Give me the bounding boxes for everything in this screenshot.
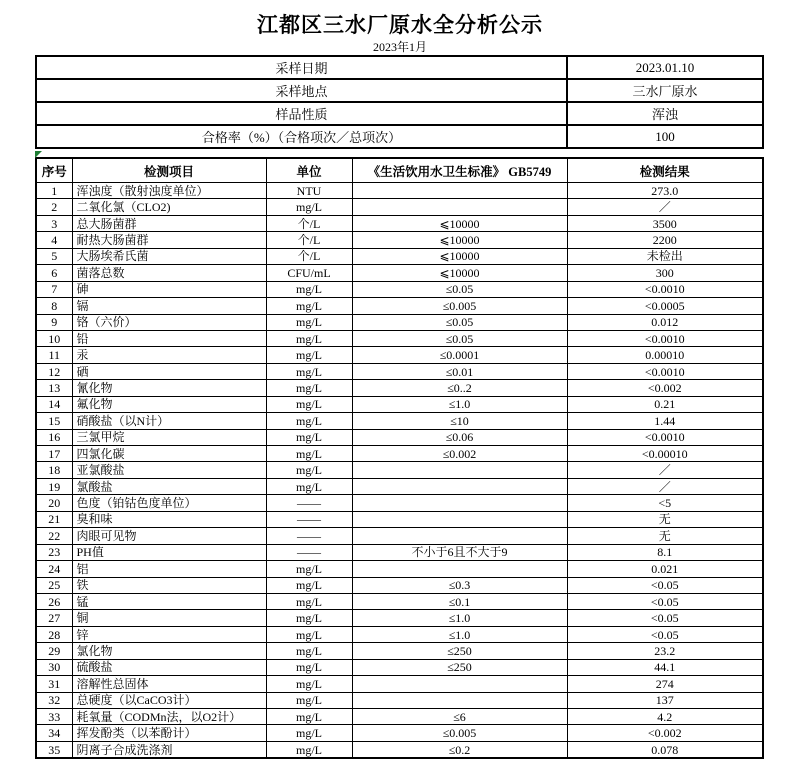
- table-row: [36, 199, 763, 215]
- result-value: 0.078: [567, 741, 763, 758]
- row-index: 33: [36, 709, 72, 725]
- unit: mg/L: [266, 478, 352, 494]
- item-name: 锌: [72, 626, 266, 642]
- unit: mg/L: [266, 709, 352, 725]
- standard-limit: [352, 692, 567, 708]
- item-name: 氟化物: [72, 396, 266, 412]
- standard-limit: ≤250: [352, 659, 567, 675]
- item-name: 汞: [72, 347, 266, 363]
- table-row: [36, 544, 763, 560]
- row-index: 31: [36, 676, 72, 692]
- table-row: [36, 380, 763, 396]
- standard-limit: ≤0..2: [352, 380, 567, 396]
- standard-limit: ≤0.05: [352, 314, 567, 330]
- row-index: 3: [36, 215, 72, 231]
- table-row: [36, 281, 763, 297]
- result-value: <0.0010: [567, 281, 763, 297]
- row-index: 35: [36, 741, 72, 758]
- result-value: 无: [567, 511, 763, 527]
- result-value: ／: [567, 462, 763, 478]
- unit: ——: [266, 528, 352, 544]
- unit: ——: [266, 495, 352, 511]
- row-index: 20: [36, 495, 72, 511]
- table-row: [36, 314, 763, 330]
- unit: mg/L: [266, 363, 352, 379]
- unit: CFU/mL: [266, 265, 352, 281]
- result-value: 8.1: [567, 544, 763, 560]
- result-value: ／: [567, 199, 763, 215]
- result-value: 273.0: [567, 183, 763, 199]
- item-name: 挥发酚类（以苯酚计）: [72, 725, 266, 741]
- standard-limit: ⩽10000: [352, 215, 567, 231]
- table-row: [36, 429, 763, 445]
- row-index: 17: [36, 446, 72, 462]
- standard-limit: ≤0.1: [352, 593, 567, 609]
- item-name: PH值: [72, 544, 266, 560]
- item-name: 四氯化碳: [72, 446, 266, 462]
- unit: mg/L: [266, 396, 352, 412]
- info-row: [36, 125, 763, 148]
- info-value: 浑浊: [567, 102, 763, 125]
- result-value: 44.1: [567, 659, 763, 675]
- unit: mg/L: [266, 659, 352, 675]
- table-row: [36, 511, 763, 527]
- standard-limit: ≤0.06: [352, 429, 567, 445]
- unit: mg/L: [266, 676, 352, 692]
- result-value: <0.002: [567, 380, 763, 396]
- standard-limit: ≤0.3: [352, 577, 567, 593]
- item-name: 砷: [72, 281, 266, 297]
- table-row: [36, 330, 763, 346]
- result-value: <0.05: [567, 593, 763, 609]
- cell-error-triangle-icon: [35, 151, 42, 158]
- unit: mg/L: [266, 725, 352, 741]
- report-month: 2023年1月: [372, 40, 427, 54]
- result-value: <0.0010: [567, 330, 763, 346]
- unit: mg/L: [266, 577, 352, 593]
- standard-limit: [352, 462, 567, 478]
- info-label: 样品性质: [36, 102, 567, 125]
- col-header-item: 检测项目: [72, 158, 266, 183]
- item-name: 氰化物: [72, 380, 266, 396]
- item-name: 大肠埃希氏菌: [72, 248, 266, 264]
- info-value: 三水厂原水: [567, 79, 763, 102]
- info-value: 2023.01.10: [567, 56, 763, 79]
- table-row: [36, 593, 763, 609]
- row-index: 10: [36, 330, 72, 346]
- item-name: 硫酸盐: [72, 659, 266, 675]
- item-name: 溶解性总固体: [72, 676, 266, 692]
- result-value: ／: [567, 478, 763, 494]
- item-name: 铬（六价）: [72, 314, 266, 330]
- row-index: 15: [36, 413, 72, 429]
- row-index: 26: [36, 593, 72, 609]
- row-index: 24: [36, 561, 72, 577]
- table-row: [36, 676, 763, 692]
- info-value: 100: [567, 125, 763, 148]
- analysis-results-table: [35, 157, 764, 759]
- info-label: 采样日期: [36, 56, 567, 79]
- unit: mg/L: [266, 561, 352, 577]
- unit: ——: [266, 544, 352, 560]
- item-name: 耐热大肠菌群: [72, 232, 266, 248]
- standard-limit: ≤1.0: [352, 626, 567, 642]
- standard-limit: [352, 495, 567, 511]
- row-index: 8: [36, 298, 72, 314]
- item-name: 臭和味: [72, 511, 266, 527]
- item-name: 肉眼可见物: [72, 528, 266, 544]
- standard-limit: ≤0.002: [352, 446, 567, 462]
- col-header-unit: 单位: [266, 158, 352, 183]
- item-name: 铝: [72, 561, 266, 577]
- result-value: 0.00010: [567, 347, 763, 363]
- unit: mg/L: [266, 429, 352, 445]
- result-value: 4.2: [567, 709, 763, 725]
- unit: mg/L: [266, 330, 352, 346]
- info-row: [36, 56, 763, 79]
- standard-limit: ≤1.0: [352, 610, 567, 626]
- standard-limit: [352, 478, 567, 494]
- standard-limit: [352, 528, 567, 544]
- standard-limit: ≤0.01: [352, 363, 567, 379]
- unit: 个/L: [266, 248, 352, 264]
- item-name: 三氯甲烷: [72, 429, 266, 445]
- unit: ——: [266, 511, 352, 527]
- unit: mg/L: [266, 593, 352, 609]
- result-value: <0.0010: [567, 429, 763, 445]
- row-index: 12: [36, 363, 72, 379]
- result-value: <0.05: [567, 577, 763, 593]
- item-name: 镉: [72, 298, 266, 314]
- item-name: 浑浊度（散射浊度单位）: [72, 183, 266, 199]
- table-row: [36, 610, 763, 626]
- table-row: [36, 462, 763, 478]
- row-index: 19: [36, 478, 72, 494]
- table-row: [36, 215, 763, 231]
- info-label: 采样地点: [36, 79, 567, 102]
- unit: mg/L: [266, 462, 352, 478]
- row-index: 5: [36, 248, 72, 264]
- standard-limit: ⩽10000: [352, 232, 567, 248]
- item-name: 硒: [72, 363, 266, 379]
- row-index: 27: [36, 610, 72, 626]
- row-index: 25: [36, 577, 72, 593]
- row-index: 1: [36, 183, 72, 199]
- table-row: [36, 643, 763, 659]
- table-row: [36, 709, 763, 725]
- table-row: [36, 692, 763, 708]
- result-value: <0.00010: [567, 446, 763, 462]
- item-name: 氯酸盐: [72, 478, 266, 494]
- info-label: 合格率（%）（合格项次／总项次）: [36, 125, 567, 148]
- standard-limit: [352, 183, 567, 199]
- table-row: [36, 265, 763, 281]
- row-index: 18: [36, 462, 72, 478]
- result-value: <0.0005: [567, 298, 763, 314]
- result-value: 300: [567, 265, 763, 281]
- col-header-standard: 《生活饮用水卫生标准》 GB5749: [352, 158, 567, 183]
- row-index: 14: [36, 396, 72, 412]
- row-index: 32: [36, 692, 72, 708]
- standard-limit: ≤0.0001: [352, 347, 567, 363]
- standard-limit: ⩽10000: [352, 265, 567, 281]
- standard-limit: 不小于6且不大于9: [352, 544, 567, 560]
- info-row: [36, 79, 763, 102]
- standard-limit: [352, 676, 567, 692]
- row-index: 7: [36, 281, 72, 297]
- unit: mg/L: [266, 347, 352, 363]
- table-row: [36, 725, 763, 741]
- row-index: 29: [36, 643, 72, 659]
- result-value: 2200: [567, 232, 763, 248]
- result-value: 1.44: [567, 413, 763, 429]
- table-header-row: [36, 158, 763, 183]
- item-name: 锰: [72, 593, 266, 609]
- row-index: 23: [36, 544, 72, 560]
- item-name: 铁: [72, 577, 266, 593]
- row-index: 9: [36, 314, 72, 330]
- unit: mg/L: [266, 380, 352, 396]
- row-index: 30: [36, 659, 72, 675]
- row-index: 13: [36, 380, 72, 396]
- standard-limit: ≤6: [352, 709, 567, 725]
- standard-limit: [352, 511, 567, 527]
- row-index: 34: [36, 725, 72, 741]
- result-value: <5: [567, 495, 763, 511]
- standard-limit: [352, 199, 567, 215]
- result-value: <0.05: [567, 626, 763, 642]
- result-value: 0.21: [567, 396, 763, 412]
- item-name: 铅: [72, 330, 266, 346]
- table-row: [36, 659, 763, 675]
- item-name: 氯化物: [72, 643, 266, 659]
- result-value: <0.0010: [567, 363, 763, 379]
- standard-limit: ≤0.005: [352, 298, 567, 314]
- item-name: 硝酸盐（以N计）: [72, 413, 266, 429]
- result-value: 137: [567, 692, 763, 708]
- unit: mg/L: [266, 413, 352, 429]
- unit: mg/L: [266, 626, 352, 642]
- row-index: 6: [36, 265, 72, 281]
- item-name: 二氧化氯（CLO2): [72, 199, 266, 215]
- result-value: 3500: [567, 215, 763, 231]
- table-row: [36, 232, 763, 248]
- unit: mg/L: [266, 314, 352, 330]
- item-name: 耗氧量（CODMn法，以O2计）: [72, 709, 266, 725]
- result-value: 23.2: [567, 643, 763, 659]
- standard-limit: [352, 561, 567, 577]
- unit: mg/L: [266, 199, 352, 215]
- unit: mg/L: [266, 741, 352, 758]
- standard-limit: ⩽10000: [352, 248, 567, 264]
- row-index: 2: [36, 199, 72, 215]
- row-index: 21: [36, 511, 72, 527]
- row-index: 4: [36, 232, 72, 248]
- standard-limit: ≤0.05: [352, 330, 567, 346]
- standard-limit: ≤0.05: [352, 281, 567, 297]
- standard-limit: ≤0.2: [352, 741, 567, 758]
- standard-limit: ≤250: [352, 643, 567, 659]
- result-value: 0.012: [567, 314, 763, 330]
- page-title: 江都区三水厂原水全分析公示: [257, 13, 543, 37]
- table-row: [36, 183, 763, 199]
- unit: 个/L: [266, 232, 352, 248]
- item-name: 亚氯酸盐: [72, 462, 266, 478]
- item-name: 铜: [72, 610, 266, 626]
- table-row: [36, 248, 763, 264]
- unit: NTU: [266, 183, 352, 199]
- row-index: 11: [36, 347, 72, 363]
- table-row: [36, 577, 763, 593]
- info-row: [36, 102, 763, 125]
- unit: mg/L: [266, 692, 352, 708]
- result-value: 0.021: [567, 561, 763, 577]
- row-index: 28: [36, 626, 72, 642]
- table-row: [36, 528, 763, 544]
- table-row: [36, 446, 763, 462]
- item-name: 色度（铂钴色度单位）: [72, 495, 266, 511]
- item-name: 总大肠菌群: [72, 215, 266, 231]
- row-index: 16: [36, 429, 72, 445]
- unit: mg/L: [266, 643, 352, 659]
- standard-limit: ≤0.005: [352, 725, 567, 741]
- table-row: [36, 626, 763, 642]
- unit: 个/L: [266, 215, 352, 231]
- table-row: [36, 347, 763, 363]
- table-row: [36, 396, 763, 412]
- item-name: 菌落总数: [72, 265, 266, 281]
- col-header-index: 序号: [36, 158, 72, 183]
- item-name: 阴离子合成洗涤剂: [72, 741, 266, 758]
- table-row: [36, 741, 763, 758]
- sample-info-table: [35, 55, 764, 149]
- col-header-result: 检测结果: [567, 158, 763, 183]
- standard-limit: ≤10: [352, 413, 567, 429]
- row-index: 22: [36, 528, 72, 544]
- unit: mg/L: [266, 610, 352, 626]
- result-value: 未检出: [567, 248, 763, 264]
- table-row: [36, 478, 763, 494]
- result-value: <0.05: [567, 610, 763, 626]
- result-value: 274: [567, 676, 763, 692]
- table-row: [36, 495, 763, 511]
- unit: mg/L: [266, 281, 352, 297]
- item-name: 总硬度（以CaCO3计）: [72, 692, 266, 708]
- table-row: [36, 363, 763, 379]
- table-row: [36, 298, 763, 314]
- standard-limit: ≤1.0: [352, 396, 567, 412]
- table-row: [36, 561, 763, 577]
- unit: mg/L: [266, 446, 352, 462]
- result-value: 无: [567, 528, 763, 544]
- result-value: <0.002: [567, 725, 763, 741]
- table-row: [36, 413, 763, 429]
- unit: mg/L: [266, 298, 352, 314]
